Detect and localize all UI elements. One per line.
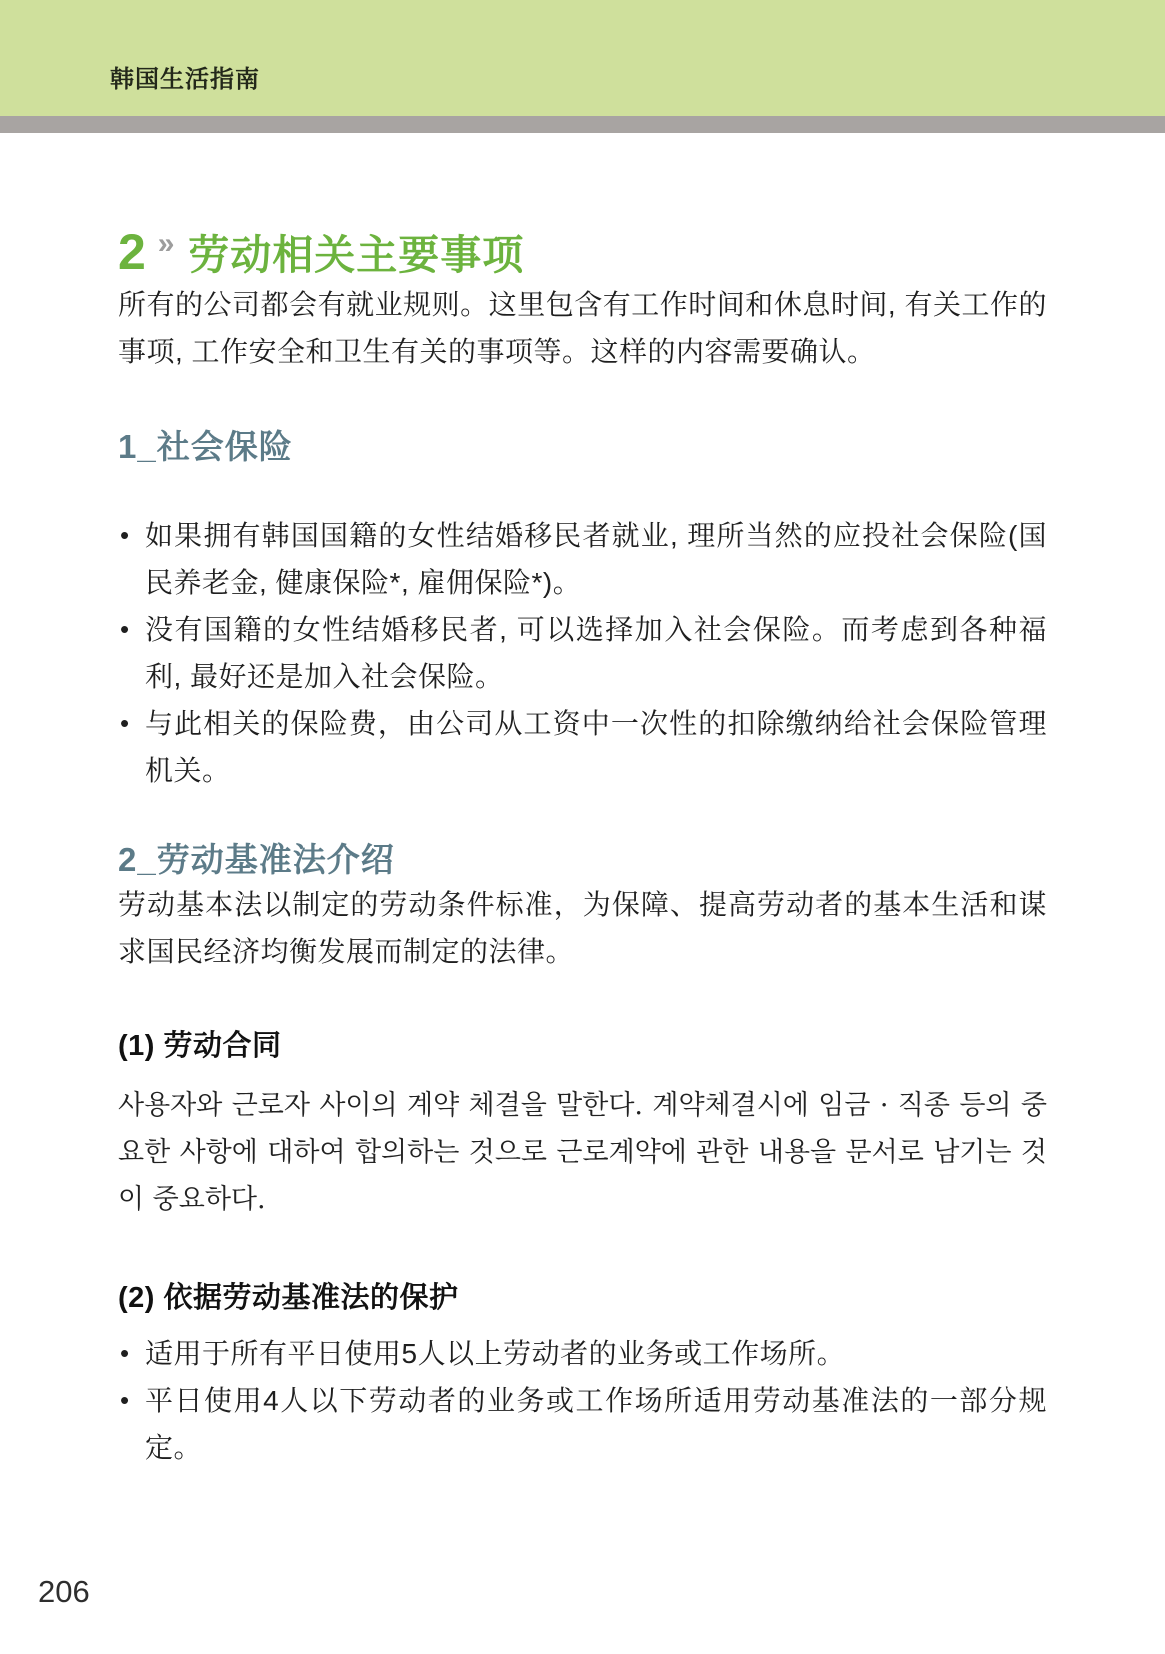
- list-item: • 平日使用4人以下劳动者的业务或工作场所适用劳动基准法的一部分规定。: [118, 1377, 1047, 1471]
- list-item: • 与此相关的保险费，由公司从工资中一次性的扣除缴纳给社会保险管理机关。: [118, 700, 1047, 794]
- section-heading-labor-standards-law: 2_劳动基准法介绍: [118, 841, 395, 878]
- page-content: [0, 222, 1165, 1471]
- page-number: 206: [38, 1574, 90, 1609]
- subsection-heading-law-protection: (2) 依据劳动基准法的保护: [118, 1282, 459, 1314]
- social-insurance-bullet-list: [118, 512, 1047, 794]
- list-item: • 适用于所有平日使用5人以上劳动者的业务或工作场所。: [118, 1330, 1047, 1377]
- labor-contract-korean-paragraph: 사용자와 근로자 사이의 계약 체결을 말한다. 계약체결시에 임금 · 직종 등의 중요한 사항에 대하여 합의하는 것으로 근로계약에 관한 내용을 문서로 남기는 것이 중요하다.: [118, 1090, 1047, 1215]
- list-item: • 如果拥有韩国国籍的女性结婚移民者就业, 理所当然的应投社会保险(国民养老金, 健康保险*, 雇佣保险*)。: [118, 512, 1047, 606]
- list-item: • 没有国籍的女性结婚移民者, 可以选择加入社会保险。而考虑到各种福利, 最好还是加入社会保险。: [118, 606, 1047, 700]
- chapter-heading: [118, 222, 1047, 281]
- section-heading-social-insurance: 1_社会保险: [118, 428, 293, 465]
- guide-title: 韩国生活指南: [110, 66, 260, 93]
- double-chevron-icon: »: [157, 227, 172, 260]
- subsection-heading-labor-contract: (1) 劳动合同: [118, 1030, 282, 1062]
- chapter-title: 劳动相关主要事项: [188, 232, 525, 278]
- intro-paragraph: 所有的公司都会有就业规则。这里包含有工作时间和休息时间, 有关工作的事项, 工作安全和卫生有关的事项等。这样的内容需要确认。: [118, 289, 1047, 367]
- law-protection-bullet-list: [118, 1330, 1047, 1471]
- divider-bar: [0, 116, 1165, 133]
- chapter-number: 2: [118, 224, 146, 280]
- labor-law-paragraph: 劳动基本法以制定的劳动条件标准，为保障、提高劳动者的基本生活和谋求国民经济均衡发展而制定的法律。: [118, 889, 1047, 967]
- header-band: [0, 0, 1165, 116]
